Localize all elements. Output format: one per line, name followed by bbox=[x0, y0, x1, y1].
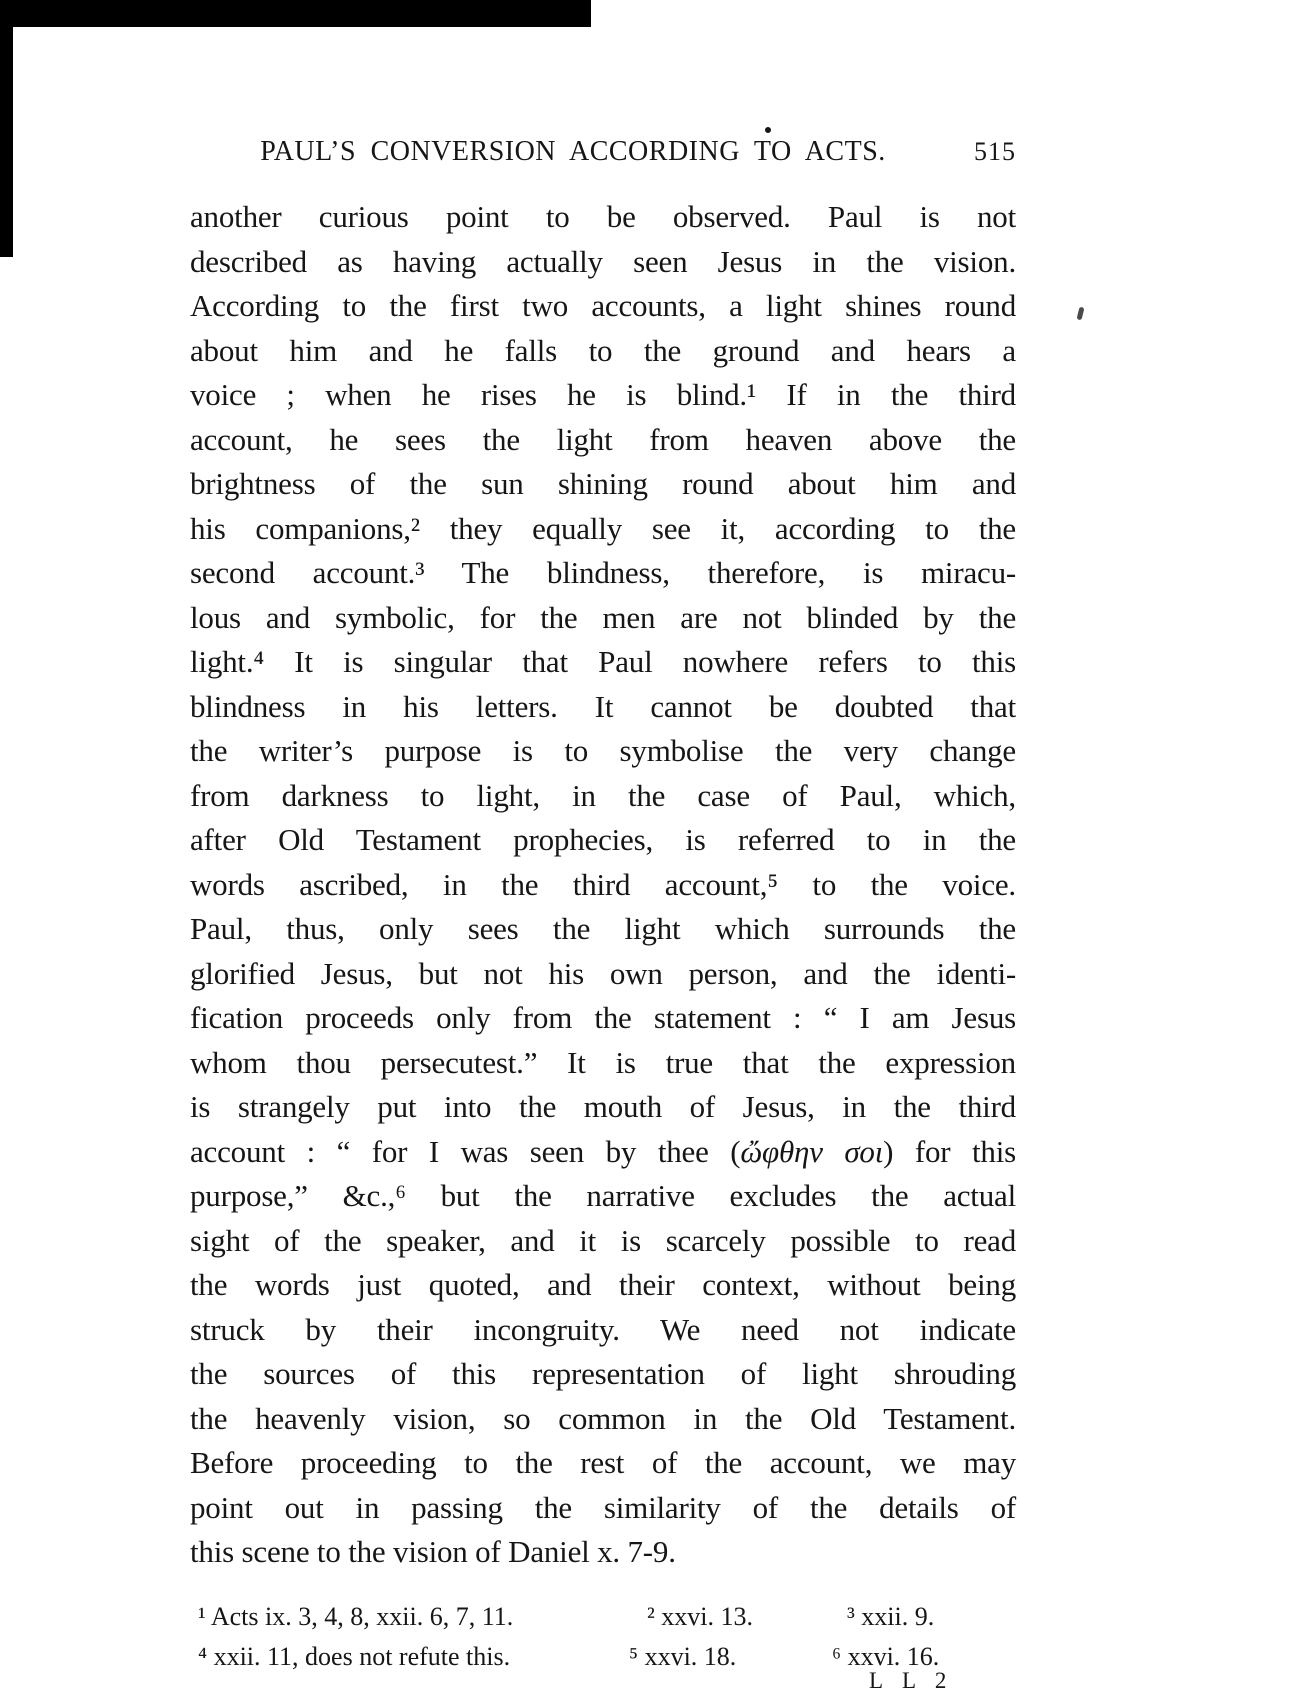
scan-speck bbox=[1077, 307, 1085, 321]
body-line: brightness of the sun shining round about him and bbox=[190, 466, 1016, 501]
body-line: fication proceeds only from the statement : “ I am Jesus bbox=[190, 1000, 1016, 1035]
body-line: is strangely put into the mouth of Jesus, in the third bbox=[190, 1089, 1016, 1124]
footnote-2: ² xxvi. 13. bbox=[647, 1602, 754, 1631]
body-line-segment: ) for this bbox=[883, 1133, 1016, 1169]
printer-signature-mark: L L 2 bbox=[869, 1668, 954, 1693]
page-number: 515 bbox=[974, 137, 1016, 166]
body-line: the heavenly vision, so common in the Old Testament. bbox=[190, 1400, 1016, 1436]
body-line bbox=[190, 1130, 1016, 1175]
footnote-3: ³ xxii. 9. bbox=[847, 1602, 935, 1631]
body-line: this scene to the vision of Daniel x. 7-9. bbox=[190, 1534, 676, 1569]
body-line-segment: account : “ for I was seen by thee ( bbox=[190, 1133, 741, 1169]
body-line: glorified Jesus, but not his own person, and the identi- bbox=[190, 955, 1016, 991]
body-line: the words just quoted, and their context, without being bbox=[190, 1267, 1016, 1302]
footnote-6: ⁶ xxvi. 16. bbox=[832, 1642, 940, 1671]
body-line: from darkness to light, in the case of Paul, which, bbox=[190, 777, 1016, 813]
body-line: another curious point to be observed. Paul is not bbox=[190, 199, 1016, 234]
page-title: PAUL’S CONVERSION ACCORDING TO ACTS. bbox=[260, 136, 886, 167]
footnote-4: ⁴ xxii. 11, does not refute this. bbox=[198, 1642, 511, 1671]
scan-speck bbox=[765, 127, 771, 133]
body-line: Before proceeding to the rest of the account, we may bbox=[190, 1445, 1016, 1480]
body-line: purpose,” &c.,⁶ but the narrative excludes the actual bbox=[190, 1178, 1016, 1213]
body-line: According to the first two accounts, a light shines round bbox=[190, 288, 1016, 323]
footnote-1: ¹ Acts ix. 3, 4, 8, xxii. 6, 7, 11. bbox=[198, 1602, 514, 1631]
body-line: after Old Testament prophecies, is referred to in the bbox=[190, 822, 1016, 857]
body-line: whom thou persecutest.” It is true that the expression bbox=[190, 1044, 1016, 1080]
body-line: light.⁴ It is singular that Paul nowhere refers to this bbox=[190, 644, 1016, 679]
greek-phrase: ὤφθην σοι bbox=[740, 1133, 884, 1169]
body-line: the writer’s purpose is to symbolise the very change bbox=[190, 733, 1016, 768]
body-line: lous and symbolic, for the men are not blinded by the bbox=[190, 599, 1016, 635]
body-line: words ascribed, in the third account,⁵ to the voice. bbox=[190, 866, 1016, 902]
body-line: account, he sees the light from heaven above the bbox=[190, 421, 1016, 457]
body-line: struck by their incongruity. We need not indicate bbox=[190, 1311, 1016, 1347]
body-line: described as having actually seen Jesus in the vision. bbox=[190, 243, 1016, 279]
body-line: point out in passing the similarity of the details of bbox=[190, 1489, 1016, 1525]
body-line: sight of the speaker, and it is scarcely possible to read bbox=[190, 1222, 1016, 1258]
body-text bbox=[190, 195, 1016, 1575]
body-line: second account.³ The blindness, therefore, is miracu- bbox=[190, 555, 1016, 590]
body-line: Paul, thus, only sees the light which surrounds the bbox=[190, 911, 1016, 946]
body-line: blindness in his letters. It cannot be doubted that bbox=[190, 688, 1016, 724]
body-line: voice ; when he rises he is blind.¹ If in the third bbox=[190, 377, 1016, 412]
scan-artifact-left-bar bbox=[0, 0, 13, 257]
body-line: the sources of this representation of light shrouding bbox=[190, 1356, 1016, 1391]
footnote-5: ⁵ xxvi. 18. bbox=[629, 1642, 737, 1671]
body-line: his companions,² they equally see it, according to the bbox=[190, 510, 1016, 546]
scan-artifact-top-bar bbox=[0, 0, 591, 27]
body-line: about him and he falls to the ground and hears a bbox=[190, 332, 1016, 368]
running-header bbox=[190, 136, 1016, 176]
